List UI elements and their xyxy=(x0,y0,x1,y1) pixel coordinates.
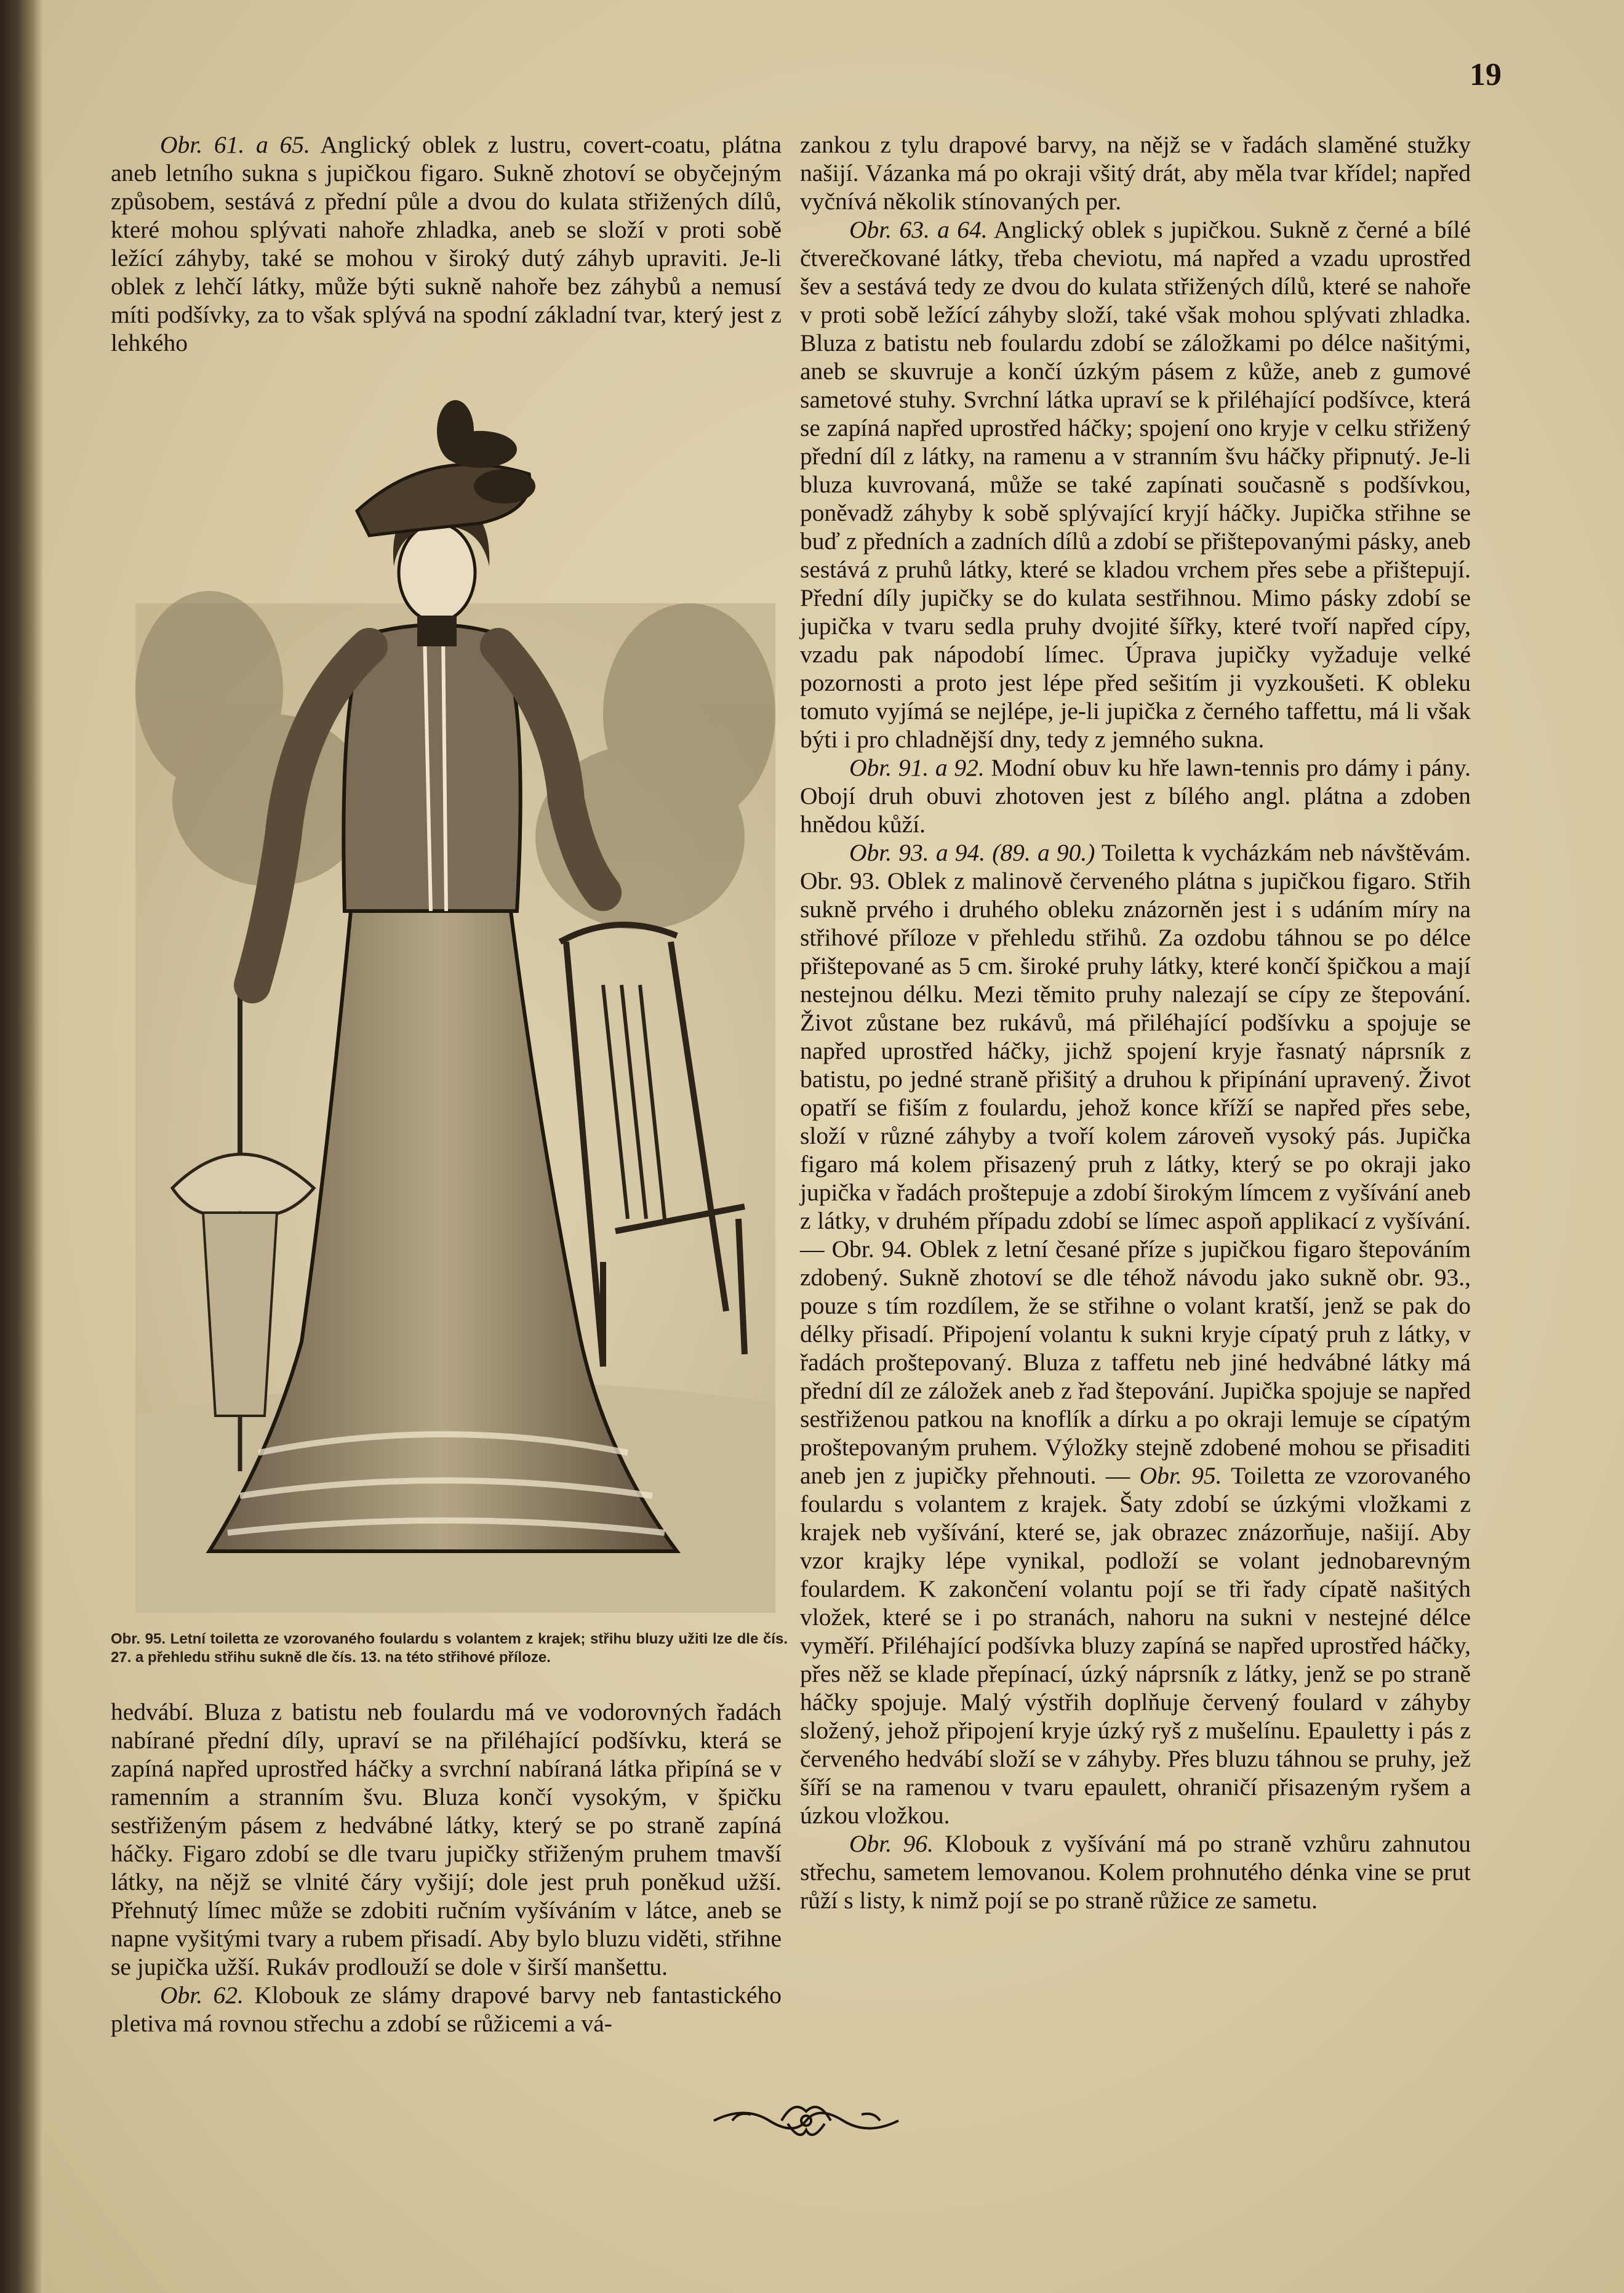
paragraph-text: Klobouk z vyšívání má po straně vzhůru zahnutou střechu, sametem lemovanou. Kolem prohnutého dénka vine se prut růží s listy, k nimž pojí se po straně růžice ze sametu. xyxy=(800,1830,1471,1914)
right-column xyxy=(800,131,1471,1914)
left-column-bottom xyxy=(111,1698,782,2038)
paragraph-text: Toiletta k vycházkám neb návštěvám. Obr. 93. Oblek z malinově červeného plátna s jupičkou figaro. Střih sukně prvého i druhého obleku znázorněn jest i s udáním míry na střihové příloze v přehledu střihů. Za ozdobu táhnou se po délce přištepované as 5 cm. široké pruhy látky, které končí špičkou a mají nestejnou délku. Mezi těmito pruhy nalezají se cípy ze štepování. Život zůstane bez rukávů, má přiléhající podšívku a spojuje se napřed uprostřed háčky, jichž spojení kryje řasnatý náprsník z batistu, po jedné straně přišitý a druhou k připínání upravený. Život opatří se fiším z foulardu, jehož konce kříží se napřed přes sebe, složí v různé záhyby a tvoří kolem zároveň vysoký pás. Jupička figaro má kolem přisazený pruh z látky, který se po okraji jako jupička v řadách proštepuje a zdobí širokým límcem z vyšívání aneb z látky, v druhém případu zdobí se límec aspoň applikací z vyšívání. — Obr. 94. Oblek z letní česané příze s jupičkou figaro štepováním zdobený. Sukně zhotoví se dle téhož návodu jako sukně obr. 93., pouze s tím rozdílem, že se střihne o volant kratší, jenž se pak do délky přisadí. Připojení volantu k sukni kryje cípatý pruh z látky, v řadách proštepovaný. Bluza z taffetu neb jiné hedvábné látky má přední díl ze záložek aneb z řad štepování. Jupička spojuje se napřed sestřiženou patkou na knoflík a dírku a po okraji lemuje se cípatým proštepovaným pruhem. Výložky stejně zdobené mohou se přisaditi aneb jen z jupičky přehnouti. — xyxy=(800,839,1471,1489)
paragraph-text: Anglický oblek s jupičkou. Sukně z černé a bílé čtverečkované látky, třeba cheviotu, má napřed a vzadu uprostřed šev a sestává tedy ze dvou do kulata střižených dílů, které se nahoře v proti sobě ležící záhyby složí, také však mohou splývati zhladka. Bluza z batistu neb foulardu zdobí se záložkami po délce našitými, aneb se skuvruje a končí úzkým pásem z kůže, aneb z gumové sametové stuhy. Svrchní látka upraví se k přiléhající podšívce, která se zapíná napřed uprostřed háčky; spojení ono kryje v celku střižený přední díl z látky, na ramenu a v stranním švu háčky připnutý. Je-li bluza kuvrovaná, může se také zapínati současně s podšívkou, poněvadž záhyby k sobě splývající kryjí háčky. Jupička střihne se buď z předních a zadních dílů a zdobí se přištepovanými pásky, aneb sestává z pruhů látky, které se kladou vrchem přes sebe a přištepují. Přední díly jupičky se do kulata sestřihnou. Mimo pásky zdobí se jupička v tvaru sedla pruhy dvojité šířky, které tvoří napřed cípy, vzadu pak nápodobí límec. Úprava jupičky vyžaduje velké pozornosti a proto jest lépe před sešitím ji vyzkoušeti. K obleku tomuto vyjímá se nejlépe, je-li jupička z černého taffettu, má li však býti i pro chladnější dny, tedy z jemného sukna. xyxy=(800,216,1471,753)
paragraph xyxy=(111,1698,782,1981)
paragraph-text: Anglický oblek z lustru, covert-coatu, plátna aneb letního sukna s jupičkou figaro. Sukně zhotoví se obyčejným způsobem, sestává z přední půle a dvou do kulata střižených dílů, které mohou splývati nahoře zhladka, aneb se složí v proti sobě ležící záhyby, také se mohou v široký dutý záhyb upraviti. Je-li oblek z lehčí látky, může býti sukně nahoře bez záhybů a nemusí míti podšívky, za to však splývá na spodní základní tvar, který jest z lehkého xyxy=(111,131,782,356)
paragraph xyxy=(800,838,1471,1829)
paragraph xyxy=(111,1981,782,2038)
book-gutter xyxy=(0,0,43,2293)
paragraph xyxy=(800,215,1471,753)
paragraph-text: zankou z tylu drapové barvy, na nějž se v řadách slaměné stužky našijí. Vázanka má po okraji všitý drát, aby měla tvar křídel; napřed vyčnívá několik stínovaných per. xyxy=(800,131,1471,215)
decorative-ornament-icon xyxy=(708,2093,905,2148)
page-number: 19 xyxy=(1470,57,1502,92)
paragraph xyxy=(800,131,1471,215)
paragraph-text: Modní obuv ku hře lawn-tennis pro dámy i pány. Obojí druh obuvi zhotoven jest z bílého angl. plátna a zdoben hnědou kůží. xyxy=(800,754,1471,838)
figure-reference: Obr. 61. a 65. xyxy=(160,131,310,158)
fashion-illustration xyxy=(135,369,775,1613)
figure-reference: Obr. 63. a 64. xyxy=(849,216,988,243)
figure-caption: Obr. 95. Letní toiletta ze vzorovaného foulardu s volantem z krajek; střihu bluzy užiti lze dle čís. 27. a přehledu střihu sukně dle čís. 13. na této střihové příloze. xyxy=(111,1631,788,1666)
paragraph-text: hedvábí. Bluza z batistu neb foulardu má ve vodorovných řadách nabírané přední díly, upraví se na přiléhající podšívku, která se zapíná napřed uprostřed háčky a svrchní nabíraná látka připíná se v ramenním a stranním švu. Bluza končí vysokým, v špičku sestřiženým pásem z hedvábné látky, který se po straně zapíná háčky. Figaro zdobí se dle tvaru jupičky střiženým pruhem tmavší látky, na nějž se vlnité čáry vyšijí; dole jest pruh poněkud užší. Přehnutý límec může se zdobiti ručním vyšíváním v látce, aneb se napne vyšitými tvary a rubem přisadí. Aby bylo bluzu viděti, střihne se jupička užší. Rukáv prodlouží se dole v širší manšettu. xyxy=(111,1698,782,1980)
figure-reference: Obr. 93. a 94. (89. a 90.) xyxy=(849,839,1095,866)
figure-reference: Obr. 96. xyxy=(849,1830,934,1857)
paragraph-text: Toiletta ze vzorovaného foulardu s volantem z krajek. Šaty zdobí se úzkými vložkami z krajek neb vyšívání, které se, jak obrazec znázorňuje, našijí. Aby vzor krajky lépe vynikal, podloží se volant jednobarevným foulardem. K zakončení volantu pojí se tři řady cípatě našitých vložek, které se i po stranách, nahoru na sukni v nestejné délce vyměří. Přiléhající podšívka bluzy zapíná se napřed uprostřed háčky, přes něž se klade přepínací, úzký náprsník z látky, jenž se po straně háčky spojuje. Malý výstřih doplňuje červený foulard v záhyby složený, jehož připojení kryje úzký ryš z mušelínu. Epauletty i pás z červeného hedvábí složí se v záhyby. Přes bluzu táhnou se pruhy, jež šíří se na ramenou v tvaru epaulett, ohraničí přisazeným ryšem a úzkou vložkou. xyxy=(800,1462,1471,1829)
paragraph xyxy=(800,1829,1471,1914)
paragraph xyxy=(111,131,782,357)
figure-reference: Obr. 91. a 92. xyxy=(849,754,985,781)
paragraph xyxy=(800,753,1471,838)
left-column-top xyxy=(111,131,782,357)
figure-reference: Obr. 62. xyxy=(160,1982,244,2009)
figure-reference: Obr. 95. xyxy=(1139,1462,1222,1489)
paragraph-text: Klobouk ze slámy drapové barvy neb fantastického pletiva má rovnou střechu a zdobí se růžicemi a vá- xyxy=(111,1982,782,2037)
